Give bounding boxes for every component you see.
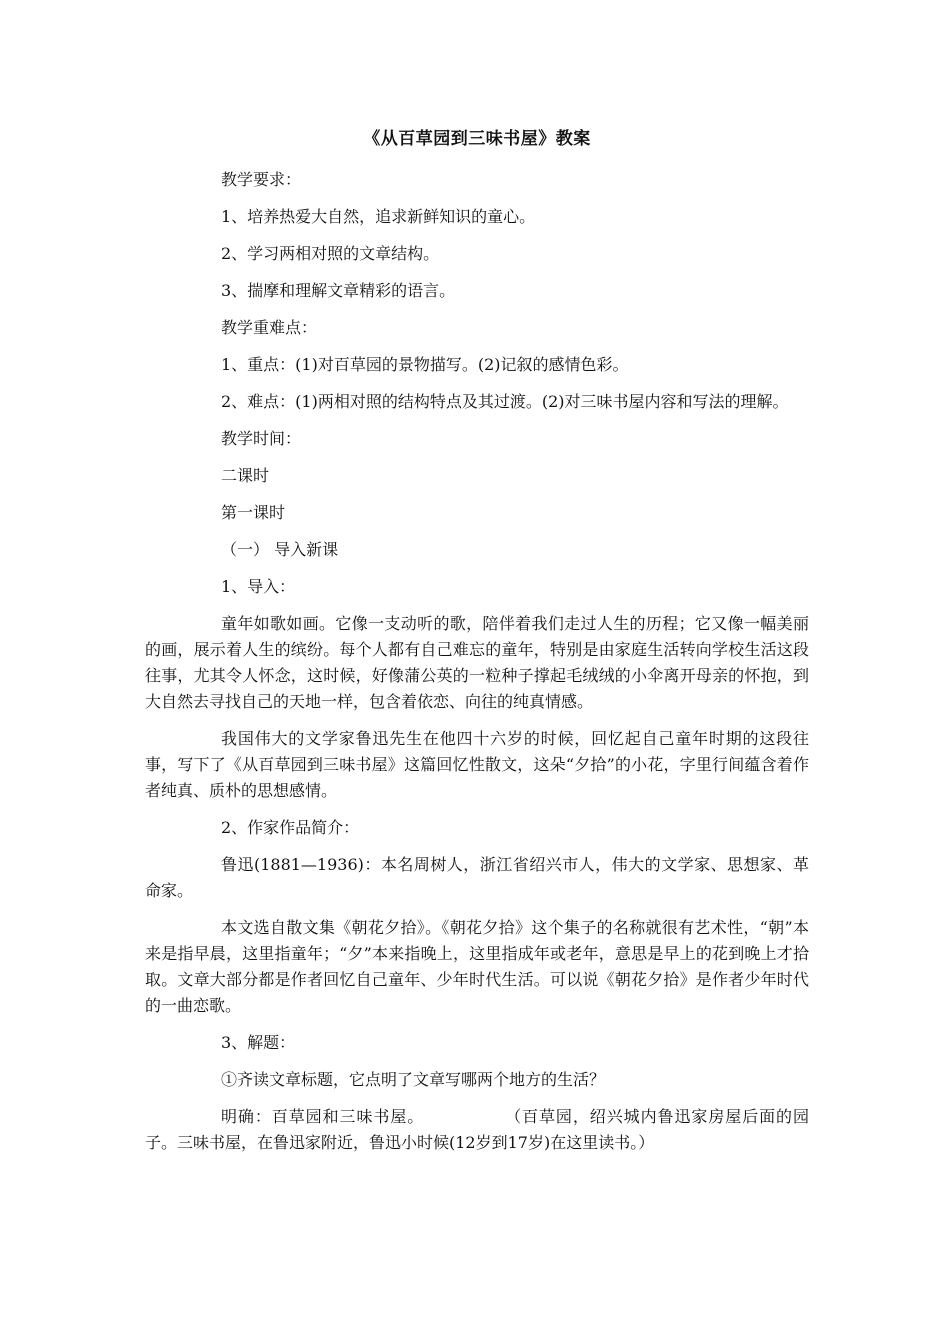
paragraph-title-explanation-heading: 3、解题： bbox=[221, 1033, 296, 1052]
paragraph-section-introduction: （一） 导入新课 bbox=[221, 540, 339, 559]
document-page bbox=[145, 124, 809, 1167]
paragraph-key-point: 1、重点：(1)对百草园的景物描写。(2)记叙的感情色彩。 bbox=[221, 355, 629, 374]
paragraph-answer bbox=[145, 1104, 809, 1156]
paragraph-first-lesson: 第一课时 bbox=[221, 503, 286, 522]
paragraph-teaching-requirements-heading: 教学要求： bbox=[221, 170, 302, 189]
paragraph-intro-body-2: 我国伟大的文学家鲁迅先生在他四十六岁的时候，回忆起自己童年时期的这段往事，写下了《从百草园到三味书屋》这篇回忆性散文，这朵“夕拾”的小花，字里行间蕴含着作者纯真、质朴的思想感情。 bbox=[145, 729, 809, 800]
paragraph-requirement-3: 3、揣摩和理解文章精彩的语言。 bbox=[221, 281, 456, 300]
paragraph-requirement-1: 1、培养热爱大自然，追求新鲜知识的童心。 bbox=[221, 207, 536, 226]
paragraph-author-heading: 2、作家作品简介： bbox=[221, 818, 360, 837]
paragraph-intro-heading: 1、导入： bbox=[221, 577, 296, 596]
paragraph-author-body: 鲁迅(1881—1936)：本名周树人，浙江省绍兴市人，伟大的文学家、思想家、革命家。 bbox=[145, 855, 809, 900]
paragraph-key-points-heading: 教学重难点： bbox=[221, 318, 318, 337]
paragraph-two-lessons: 二课时 bbox=[221, 466, 270, 485]
document-title: 《从百草园到三味书屋》教案 bbox=[363, 129, 591, 149]
paragraph-requirement-2: 2、学习两相对照的文章结构。 bbox=[221, 244, 440, 263]
paragraph-intro-body-1: 童年如歌如画。它像一支动听的歌，陪伴着我们走过人生的历程；它又像一幅美丽的画，展示着人生的缤纷。每个人都有自己难忘的童年，特别是由家庭生活转向学校生活这段往事，尤其令人怀念，这时候，好像蒲公英的一粒种子撑起毛绒绒的小伞离开母亲的怀抱，到大自然去寻找自己的天地一样，包含着依恋、向往的纯真情感。 bbox=[145, 614, 809, 711]
paragraph-teaching-time-heading: 教学时间： bbox=[221, 429, 302, 448]
answer-rest: （百草园，绍兴城内鲁迅家房屋后面的园子。三味书屋，在鲁迅家附近，鲁迅小时候(12岁到17岁)在这里读书。） bbox=[145, 1107, 809, 1152]
answer-lead: 明确：百草园和三味书屋。 bbox=[221, 1107, 425, 1126]
paragraph-collection-body: 本文选自散文集《朝花夕拾》。《朝花夕拾》这个集子的名称就很有艺术性，“朝”本来是指早晨，这里指童年；“夕”本来指晚上，这里指成年或老年，意思是早上的花到晚上才拾取。文章大部分都是作者回忆自己童年、少年时代生活。可以说《朝花夕拾》是作者少年时代的一曲恋歌。 bbox=[145, 918, 809, 1015]
paragraph-question-1: ①齐读文章标题，它点明了文章写哪两个地方的生活？ bbox=[221, 1070, 606, 1089]
paragraph-difficulty: 2、难点：(1)两相对照的结构特点及其过渡。(2)对三味书屋内容和写法的理解。 bbox=[221, 392, 789, 411]
